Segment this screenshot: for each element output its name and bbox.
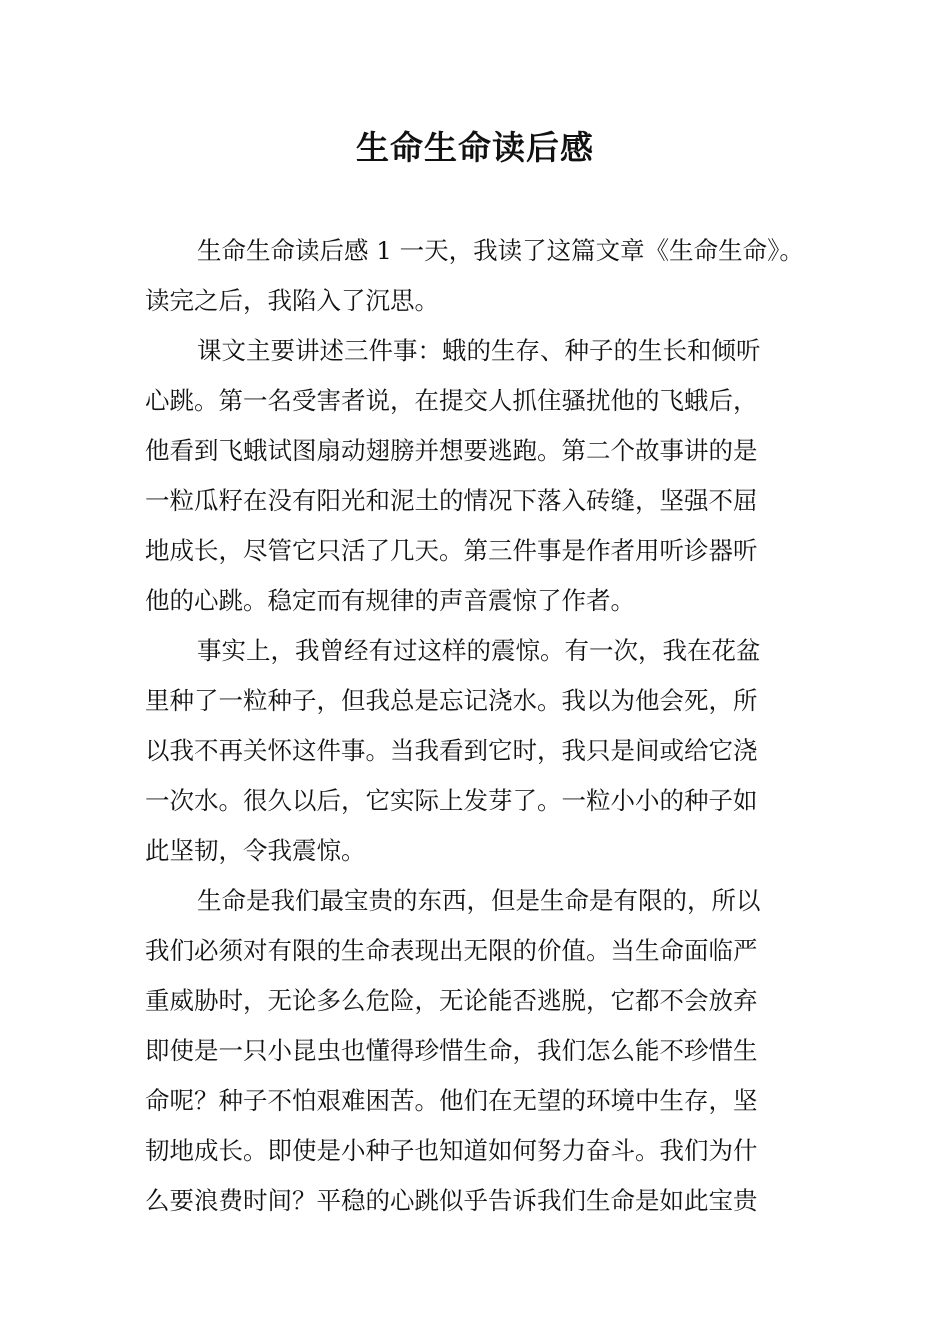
text-line: 他看到飞蛾试图扇动翅膀并想要逃跑。第二个故事讲的是 bbox=[145, 436, 758, 465]
text-line: 地成长，尽管它只活了几天。第三件事是作者用听诊器听 bbox=[145, 536, 758, 565]
text-line: 里种了一粒种子，但我总是忘记浇水。我以为他会死，所 bbox=[145, 686, 758, 715]
text-line: 以我不再关怀这件事。当我看到它时，我只是间或给它浇 bbox=[145, 736, 758, 765]
text-line: 一粒瓜籽在没有阳光和泥土的情况下落入砖缝，坚强不屈 bbox=[145, 486, 758, 515]
text-line: 课文主要讲述三件事：蛾的生存、种子的生长和倾听 bbox=[197, 336, 761, 365]
document-title: 生命生命读后感 bbox=[356, 128, 594, 167]
text-line: 命呢？种子不怕艰难困苦。他们在无望的环境中生存，坚 bbox=[145, 1086, 758, 1115]
text-line: 他的心跳。稳定而有规律的声音震惊了作者。 bbox=[145, 586, 635, 615]
text-line: 韧地成长。即使是小种子也知道如何努力奋斗。我们为什 bbox=[145, 1136, 758, 1165]
text-line: 一次水。很久以后，它实际上发芽了。一粒小小的种子如 bbox=[145, 786, 758, 815]
text-line: 重威胁时，无论多么危险，无论能否逃脱，它都不会放弃 bbox=[145, 986, 758, 1015]
text-line: 生命生命读后感 1 一天，我读了这篇文章《生命生命》。 bbox=[197, 236, 804, 265]
text-line: 事实上，我曾经有过这样的震惊。有一次，我在花盆 bbox=[197, 636, 761, 665]
text-line: 我们必须对有限的生命表现出无限的价值。当生命面临严 bbox=[145, 936, 758, 965]
text-line: 么要浪费时间？平稳的心跳似乎告诉我们生命是如此宝贵 bbox=[145, 1186, 758, 1215]
document-body bbox=[145, 226, 815, 1226]
text-line: 即使是一只小昆虫也懂得珍惜生命，我们怎么能不珍惜生 bbox=[145, 1036, 758, 1065]
text-line: 此坚韧，令我震惊。 bbox=[145, 836, 366, 865]
text-line: 生命是我们最宝贵的东西，但是生命是有限的，所以 bbox=[197, 886, 761, 915]
text-line: 心跳。第一名受害者说，在提交人抓住骚扰他的飞蛾后， bbox=[145, 386, 758, 415]
text-line: 读完之后，我陷入了沉思。 bbox=[145, 286, 439, 315]
